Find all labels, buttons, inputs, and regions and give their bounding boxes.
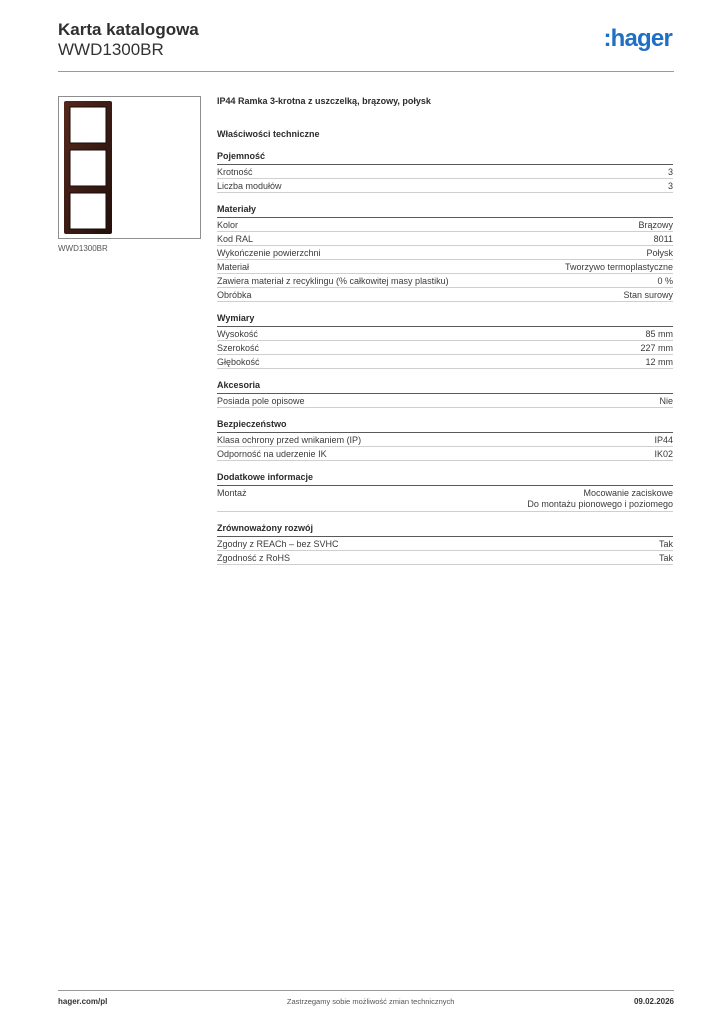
spec-section-title: Pojemność <box>217 151 673 165</box>
spec-value: 3 <box>667 181 673 191</box>
page-footer <box>58 990 674 1006</box>
spec-label: Zgodność z RoHS <box>217 553 291 563</box>
spec-value: 0 % <box>657 276 673 286</box>
spec-value: Mocowanie zaciskowe Do montażu pionowego i poziomego <box>527 488 673 509</box>
spec-value: Połysk <box>646 248 673 258</box>
footer-website: hager.com/pl <box>58 997 108 1006</box>
spec-value: Tworzywo termoplastyczne <box>564 262 673 272</box>
spec-label: Zawiera materiał z recyklingu (% całkowitej masy plastiku) <box>217 276 449 286</box>
spec-area <box>217 95 673 565</box>
page-header <box>58 20 674 72</box>
spec-row <box>217 165 673 179</box>
spec-value: Tak <box>658 553 673 563</box>
spec-value: IP44 <box>654 435 673 445</box>
spec-row <box>217 288 673 302</box>
spec-value: Brązowy <box>638 220 673 230</box>
spec-label: Liczba modułów <box>217 181 282 191</box>
spec-label: Klasa ochrony przed wnikaniem (IP) <box>217 435 362 445</box>
spec-section-title: Akcesoria <box>217 380 673 394</box>
spec-label: Materiał <box>217 262 250 272</box>
spec-label: Posiada pole opisowe <box>217 396 305 406</box>
technical-properties-heading: Właściwości techniczne <box>217 129 320 139</box>
spec-label: Zgodny z REACh – bez SVHC <box>217 539 339 549</box>
spec-value: 8011 <box>653 234 673 244</box>
spec-row <box>217 179 673 193</box>
spec-section <box>217 472 673 512</box>
image-caption: WWD1300BR <box>58 244 108 253</box>
spec-label: Głębokość <box>217 357 260 367</box>
spec-label: Kod RAL <box>217 234 254 244</box>
spec-section <box>217 313 673 369</box>
spec-row <box>217 551 673 565</box>
spec-label: Montaż <box>217 488 247 498</box>
hager-logo: :hager <box>603 25 672 52</box>
product-code: WWD1300BR <box>58 40 164 59</box>
spec-sections <box>217 151 673 565</box>
frame-3-gang-image <box>59 97 200 238</box>
spec-section <box>217 204 673 302</box>
spec-row <box>217 246 673 260</box>
spec-value: Tak <box>658 539 673 549</box>
spec-value: Nie <box>659 396 673 406</box>
spec-row <box>217 274 673 288</box>
product-image <box>58 96 201 239</box>
spec-row <box>217 433 673 447</box>
spec-section-title: Zrównoważony rozwój <box>217 523 673 537</box>
spec-row <box>217 394 673 408</box>
spec-value: 3 <box>667 167 673 177</box>
spec-section-title: Bezpieczeństwo <box>217 419 673 433</box>
footer-notice: Zastrzegamy sobie możliwość zmian technicznych <box>286 997 455 1006</box>
spec-row <box>217 232 673 246</box>
spec-label: Wysokość <box>217 329 258 339</box>
spec-section-title: Wymiary <box>217 313 673 327</box>
spec-section-title: Dodatkowe informacje <box>217 472 673 486</box>
spec-section <box>217 380 673 408</box>
product-description: IP44 Ramka 3-krotna z uszczelką, brązowy, połysk <box>217 96 431 106</box>
spec-row <box>217 447 673 461</box>
spec-row <box>217 355 673 369</box>
spec-section-title: Materiały <box>217 204 673 218</box>
spec-section <box>217 523 673 565</box>
spec-label: Wykończenie powierzchni <box>217 248 321 258</box>
spec-label: Kolor <box>217 220 239 230</box>
spec-row <box>217 260 673 274</box>
spec-row <box>217 341 673 355</box>
spec-label: Odporność na uderzenie IK <box>217 449 327 459</box>
spec-value: Stan surowy <box>623 290 673 300</box>
spec-label: Szerokość <box>217 343 260 353</box>
spec-row <box>217 327 673 341</box>
spec-label: Krotność <box>217 167 253 177</box>
spec-section <box>217 151 673 193</box>
spec-row <box>217 537 673 551</box>
document-title: Karta katalogowa <box>58 20 199 39</box>
spec-value: IK02 <box>654 449 673 459</box>
footer-date: 09.02.2026 <box>633 997 674 1006</box>
spec-value: 85 mm <box>645 329 673 339</box>
spec-section <box>217 419 673 461</box>
spec-row <box>217 486 673 512</box>
spec-label: Obróbka <box>217 290 252 300</box>
spec-value: 12 mm <box>645 357 673 367</box>
spec-value: 227 mm <box>640 343 673 353</box>
spec-row <box>217 218 673 232</box>
